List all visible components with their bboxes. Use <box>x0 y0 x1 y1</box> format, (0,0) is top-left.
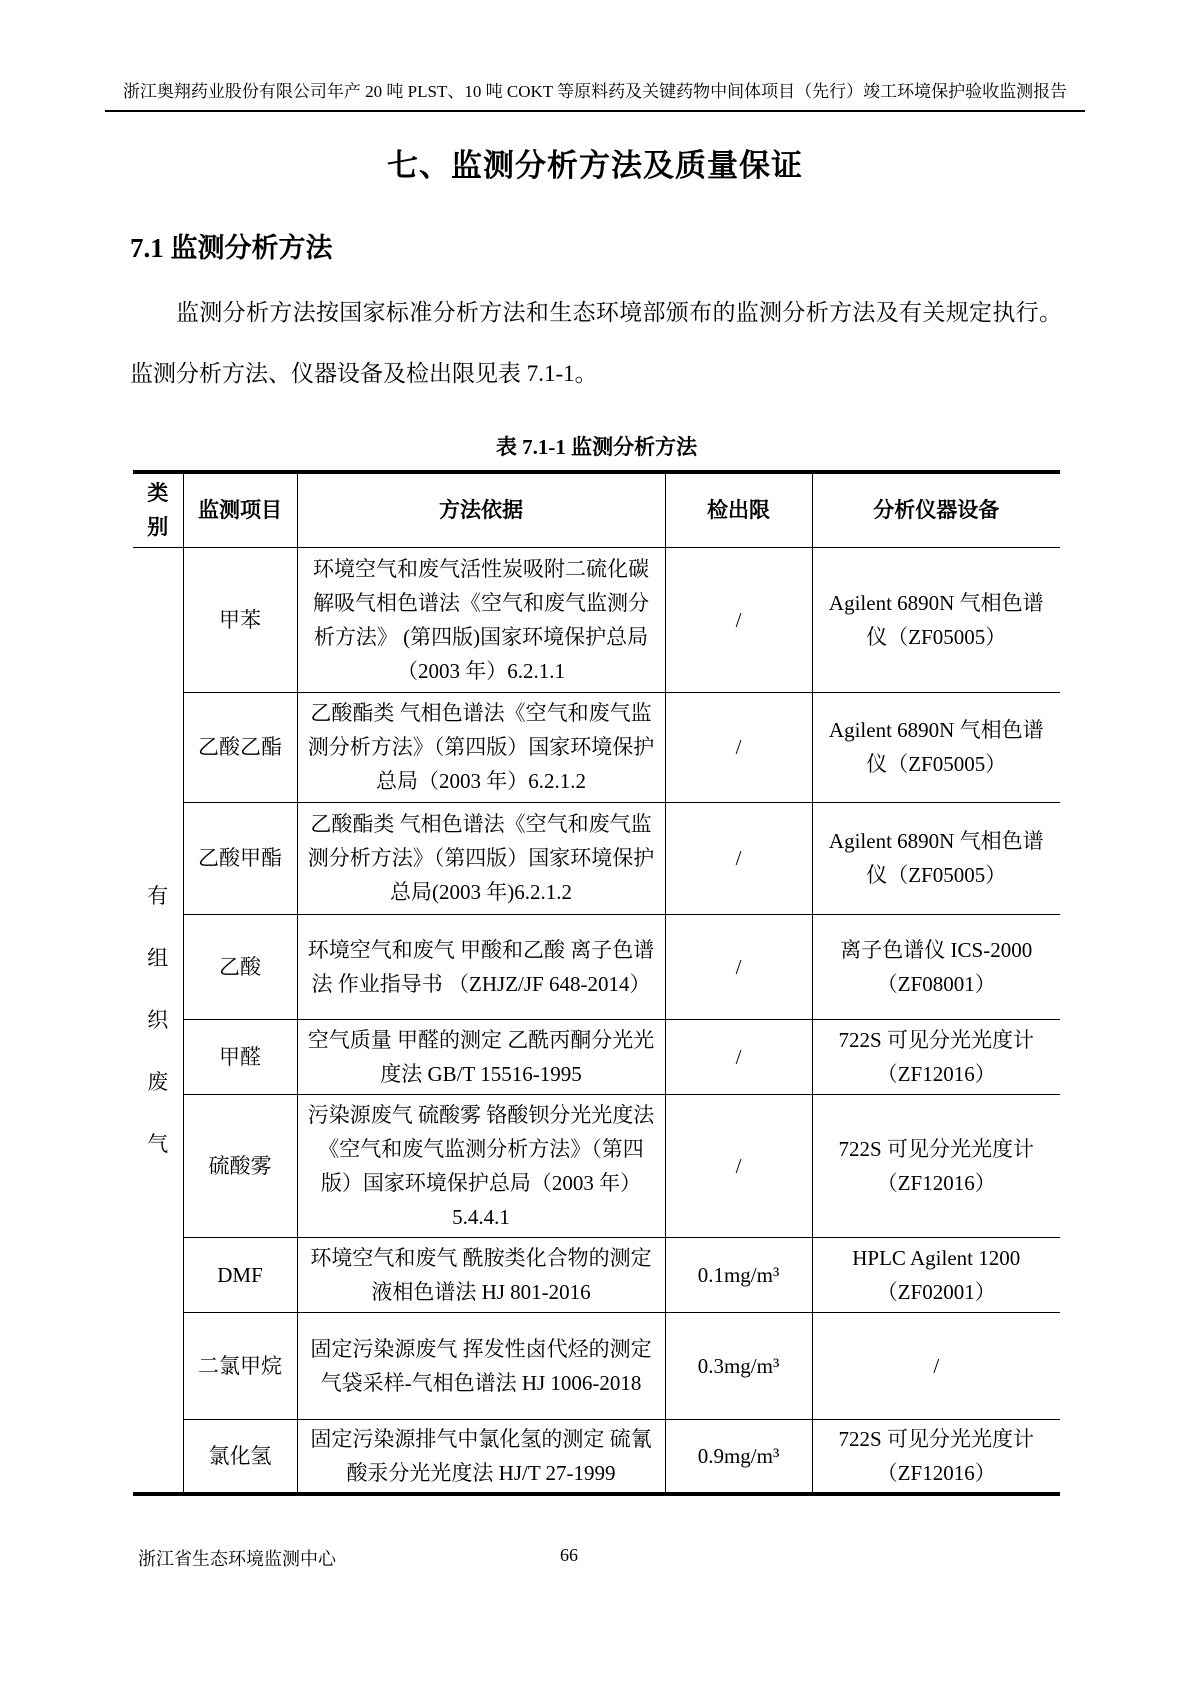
instrument-cell: 离子色谱仪 ICS-2000（ZF08001） <box>812 914 1060 1019</box>
limit-cell: / <box>665 692 812 802</box>
monitoring-methods-table <box>133 470 1060 1496</box>
item-cell: DMF <box>183 1237 297 1312</box>
item-cell: 甲苯 <box>183 547 297 692</box>
table-row <box>133 1237 1060 1312</box>
limit-cell: / <box>665 914 812 1019</box>
page-footer <box>105 1545 1085 1575</box>
instrument-cell: 722S 可见分光光度计（ZF12016） <box>812 1419 1060 1494</box>
item-cell: 甲醛 <box>183 1019 297 1094</box>
limit-cell: / <box>665 802 812 914</box>
table-row <box>133 802 1060 914</box>
item-cell: 乙酸 <box>183 914 297 1019</box>
item-cell: 乙酸甲酯 <box>183 802 297 914</box>
col-header-detection-limit: 检出限 <box>665 472 812 547</box>
table-row <box>133 1094 1060 1237</box>
method-cell: 固定污染源废气 挥发性卤代烃的测定 气袋采样-气相色谱法 HJ 1006-2018 <box>297 1312 665 1419</box>
method-cell: 固定污染源排气中氯化氢的测定 硫氰酸汞分光光度法 HJ/T 27-1999 <box>297 1419 665 1494</box>
col-header-category: 类别 <box>133 472 183 547</box>
item-cell: 乙酸乙酯 <box>183 692 297 802</box>
table-row <box>133 692 1060 802</box>
method-cell: 环境空气和废气 甲酸和乙酸 离子色谱法 作业指导书 （ZHJZ/JF 648-2014） <box>297 914 665 1019</box>
instrument-cell: HPLC Agilent 1200（ZF02001） <box>812 1237 1060 1312</box>
table-caption: 表 7.1-1 监测分析方法 <box>495 435 698 459</box>
method-cell: 乙酸酯类 气相色谱法《空气和废气监测分析方法》（第四版）国家环境保护总局(2003 年)6.2.1.2 <box>297 802 665 914</box>
method-cell: 环境空气和废气活性炭吸附二硫化碳解吸气相色谱法《空气和废气监测分析方法》 (第四版)国家环境保护总局（2003 年）6.2.1.1 <box>297 547 665 692</box>
category-label: 有组织废气 <box>147 883 169 1156</box>
limit-cell: / <box>665 1094 812 1237</box>
table-row <box>133 1419 1060 1494</box>
method-cell: 污染源废气 硫酸雾 铬酸钡分光光度法《空气和废气监测分析方法》（第四版）国家环境保护总局（2003 年）5.4.4.1 <box>297 1094 665 1237</box>
table-row <box>133 1312 1060 1419</box>
page-header <box>105 78 1085 112</box>
col-header-item: 监测项目 <box>183 472 297 547</box>
table-row <box>133 914 1060 1019</box>
intro-paragraph: 监测分析方法按国家标准分析方法和生态环境部颁布的监测分析方法及有关规定执行。监测分析方法、仪器设备及检出限见表 7.1-1。 <box>130 300 1062 386</box>
limit-cell: 0.9mg/m³ <box>665 1419 812 1494</box>
table-row <box>133 547 1060 692</box>
method-cell: 空气质量 甲醛的测定 乙酰丙酮分光光度法 GB/T 15516-1995 <box>297 1019 665 1094</box>
item-cell: 硫酸雾 <box>183 1094 297 1237</box>
page-number: 66 <box>560 1545 578 1565</box>
instrument-cell: / <box>812 1312 1060 1419</box>
table-row <box>133 1019 1060 1094</box>
footer-organization: 浙江省生态环境监测中心 <box>138 1549 336 1569</box>
section-heading: 7.1 监测分析方法 <box>130 233 333 263</box>
instrument-cell: Agilent 6890N 气相色谱仪（ZF05005） <box>812 547 1060 692</box>
col-header-method: 方法依据 <box>297 472 665 547</box>
instrument-cell: 722S 可见分光光度计（ZF12016） <box>812 1094 1060 1237</box>
item-cell: 氯化氢 <box>183 1419 297 1494</box>
chapter-title: 七、监测分析方法及质量保证 <box>387 148 803 183</box>
limit-cell: 0.3mg/m³ <box>665 1312 812 1419</box>
report-header-text: 浙江奥翔药业股份有限公司年产 20 吨 PLST、10 吨 COKT 等原料药及关键药物中间体项目（先行）竣工环境保护验收监测报告 <box>122 82 1068 101</box>
instrument-cell: 722S 可见分光光度计（ZF12016） <box>812 1019 1060 1094</box>
limit-cell: / <box>665 1019 812 1094</box>
method-cell: 乙酸酯类 气相色谱法《空气和废气监测分析方法》（第四版）国家环境保护总局（2003 年）6.2.1.2 <box>297 692 665 802</box>
instrument-cell: Agilent 6890N 气相色谱仪（ZF05005） <box>812 802 1060 914</box>
limit-cell: 0.1mg/m³ <box>665 1237 812 1312</box>
method-cell: 环境空气和废气 酰胺类化合物的测定 液相色谱法 HJ 801-2016 <box>297 1237 665 1312</box>
item-cell: 二氯甲烷 <box>183 1312 297 1419</box>
table-header-row <box>133 472 1060 547</box>
limit-cell: / <box>665 547 812 692</box>
category-cell <box>133 547 183 1494</box>
instrument-cell: Agilent 6890N 气相色谱仪（ZF05005） <box>812 692 1060 802</box>
col-header-instrument: 分析仪器设备 <box>812 472 1060 547</box>
